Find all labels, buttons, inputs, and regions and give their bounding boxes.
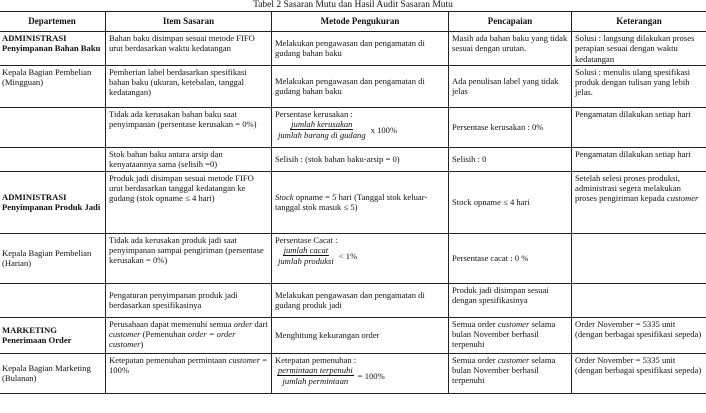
dept-cell: Kepala Bagian Pembelian (Harian) [0,233,106,283]
table-row [0,317,706,353]
capai-emphasis: customer [497,318,530,329]
metode-cell: Menghitung kekurangan order [272,317,449,353]
formula-suffix: < 1% [338,250,358,261]
item-emphasis: order = order customer [109,329,236,350]
formula [275,365,445,387]
item-cell [106,317,272,353]
fraction-denominator: jumlah produksi [278,256,334,267]
formula [275,119,445,141]
metode-cell: Melakukan pengawasan dan pengamatan di gudang produk jadi [272,283,449,317]
header-metode: Metode Pengukuran [272,12,449,32]
capai-text: selama bulan November berhasil terpenuhi [452,354,556,386]
capai-cell [449,353,572,393]
dept-cell [0,147,106,171]
metode-label: Persentase Cacat : [275,234,338,245]
dept-cell: Kepala Bagian Marketing (Bulanan) [0,353,106,393]
capai-text: selama bulan November berhasil terpenuhi [452,318,556,350]
capai-cell: Persentase kerusakan : 0% [449,107,572,147]
header-pencapaian: Pencapaian [449,12,572,32]
item-cell: Pengaturan penyimpanan produk jadi berdasarkan spesifikasinya [106,283,272,317]
dept-title: MARKETING Penerimaan Order [2,325,72,346]
metode-cell [272,353,449,393]
item-text: dari [254,318,268,329]
ket-cell: Order November = 5335 unit (dengan berbagai spesifikasi sepeda) [572,353,706,393]
capai-cell: Produk jadi disimpan sesuai dengan spesifikasinya [449,283,572,317]
formula [275,245,445,267]
ket-cell: Solusi : langsung dilakukan proses perapian sesuai dengan waktu kedatangan [572,32,706,66]
item-cell: Stok bahan baku antara arsip dan kenyataannya sama (selisih =0) [106,147,272,171]
item-cell: Produk jadi disimpan sesuai metode FIFO urut berdasarkan tanggal kedatangan ke gudang (stok opname ≤ 4 hari) [106,171,272,233]
dept-title: ADMINISTRASI Penyimpanan Produk Jadi [2,192,101,213]
header-item-sasaran: Item Sasaran [106,12,272,32]
metode-text: opname = 5 hari (Tanggal stok keluar-tanggal stok masuk ≤ 5) [275,192,428,213]
dept-cell: Kepala Bagian Pembelian (Mingguan) [0,65,106,107]
ket-emphasis: customer [666,193,699,204]
item-cell: Tidak ada kerusakan bahan baku saat penyimpanan (persentase kerusakan = 0%) [106,107,272,147]
ket-cell: Pengamatan dilakukan setiap hari [572,147,706,171]
metode-label: Ketepatan pemenuhan : [275,354,357,365]
capai-cell [449,317,572,353]
metode-cell [272,171,449,233]
capai-cell: Selisih : 0 [449,147,572,171]
metode-cell: Selisih : (stok bahan baku-arsip = 0) [272,147,449,171]
metode-label: Persentase kerusakan : [275,108,353,119]
metode-emphasis: Stock [275,192,294,203]
ket-text: Setelah selesi proses produksi, administrasi segera melakukan proses pengiriman kepada [575,172,681,204]
metode-cell [272,233,449,283]
item-cell: Tidak ada kerusakan produk jadi saat penyimpanan sampai pengiriman (persentase kerusakan = 0%) [106,233,272,283]
capai-text: Semua order [452,354,496,365]
fraction-denominator: jumlah barang di gudang [278,130,366,141]
metode-cell [272,107,449,147]
ket-cell: Solusi : menulis ulang spesifikasi produk dengan tulisan yang lebih jelas. [572,65,706,107]
item-text: (Pemenuhan [142,329,186,340]
table-caption: Tabel 2 Sasaran Mutu dan Hasil Audit Sasaran Mutu [253,0,453,10]
ket-cell [572,233,706,283]
capai-cell: Stock opname ≤ 4 hari [449,171,572,233]
formula-suffix: x 100% [370,124,398,135]
table-row [0,283,706,317]
header-departemen: Departemen [0,12,106,32]
fraction [277,245,335,267]
dept-cell [0,283,106,317]
table-row [0,65,706,107]
capai-emphasis: customer [497,354,530,365]
ket-cell: Order November = 5335 unit (dengan berbagai spesifikasi sepeda) [572,317,706,353]
item-cell: Bahan baku disimpan sesuai metode FIFO urut berdasarkan waktu kedatangan [106,32,272,66]
item-text: = 100% [109,354,268,376]
fraction-numerator: permintaan terpenuhi [278,365,353,376]
capai-cell: Masih ada bahan baku yang tidak sesuai dengan urutan. [449,32,572,66]
item-text: ) [140,339,144,350]
table-row [0,233,706,283]
item-emphasis: customer [109,329,141,340]
metode-cell: Melakukan pengawasan dan pengamatan di gudang bahan baku [272,65,449,107]
ket-cell [572,171,706,233]
item-cell: Pemberian label berdasarkan spesifikasi bahan baku (ukuran, ketebalan, tanggal kedatangan) [106,65,272,107]
item-text: Ketepatan pemenuhan permintaan [109,354,227,365]
capai-cell: Ada penulisan label yang tidak jelas [449,65,572,107]
ket-cell [572,283,706,317]
dept-cell [0,171,106,233]
fraction-denominator: jumlah permintaan [282,376,349,387]
item-text: Perusahaan dapat memenuhi semua [109,318,232,329]
dept-title: ADMINISTRASI Penyimpanan Bahan Baku [2,33,101,54]
formula-suffix: = 100% [357,370,385,381]
dept-cell [0,107,106,147]
capai-text: Semua order [452,318,496,329]
dept-cell [0,32,106,66]
fraction [277,119,367,141]
header-keterangan: Keterangan [572,12,706,32]
table-header-row [0,12,706,32]
item-emphasis: customer [228,354,261,365]
table-row [0,171,706,233]
fraction-numerator: jumlah kerusakan [291,119,353,130]
table-row [0,107,706,147]
table-row [0,353,706,393]
table-row [0,32,706,66]
dept-cell [0,317,106,353]
table-row [0,147,706,171]
ket-cell: Pengamatan dilakukan setiap hari [572,107,706,147]
fraction [277,365,354,387]
metode-cell: Melakukan pengawasan dan pengamatan di gudang bahan baku [272,32,449,66]
item-cell [106,353,272,393]
capai-cell: Persentase cacat : 0 % [449,233,572,283]
fraction-numerator: jumlah cacat [283,245,329,256]
item-emphasis: order [233,318,253,329]
quality-target-table [0,11,706,394]
